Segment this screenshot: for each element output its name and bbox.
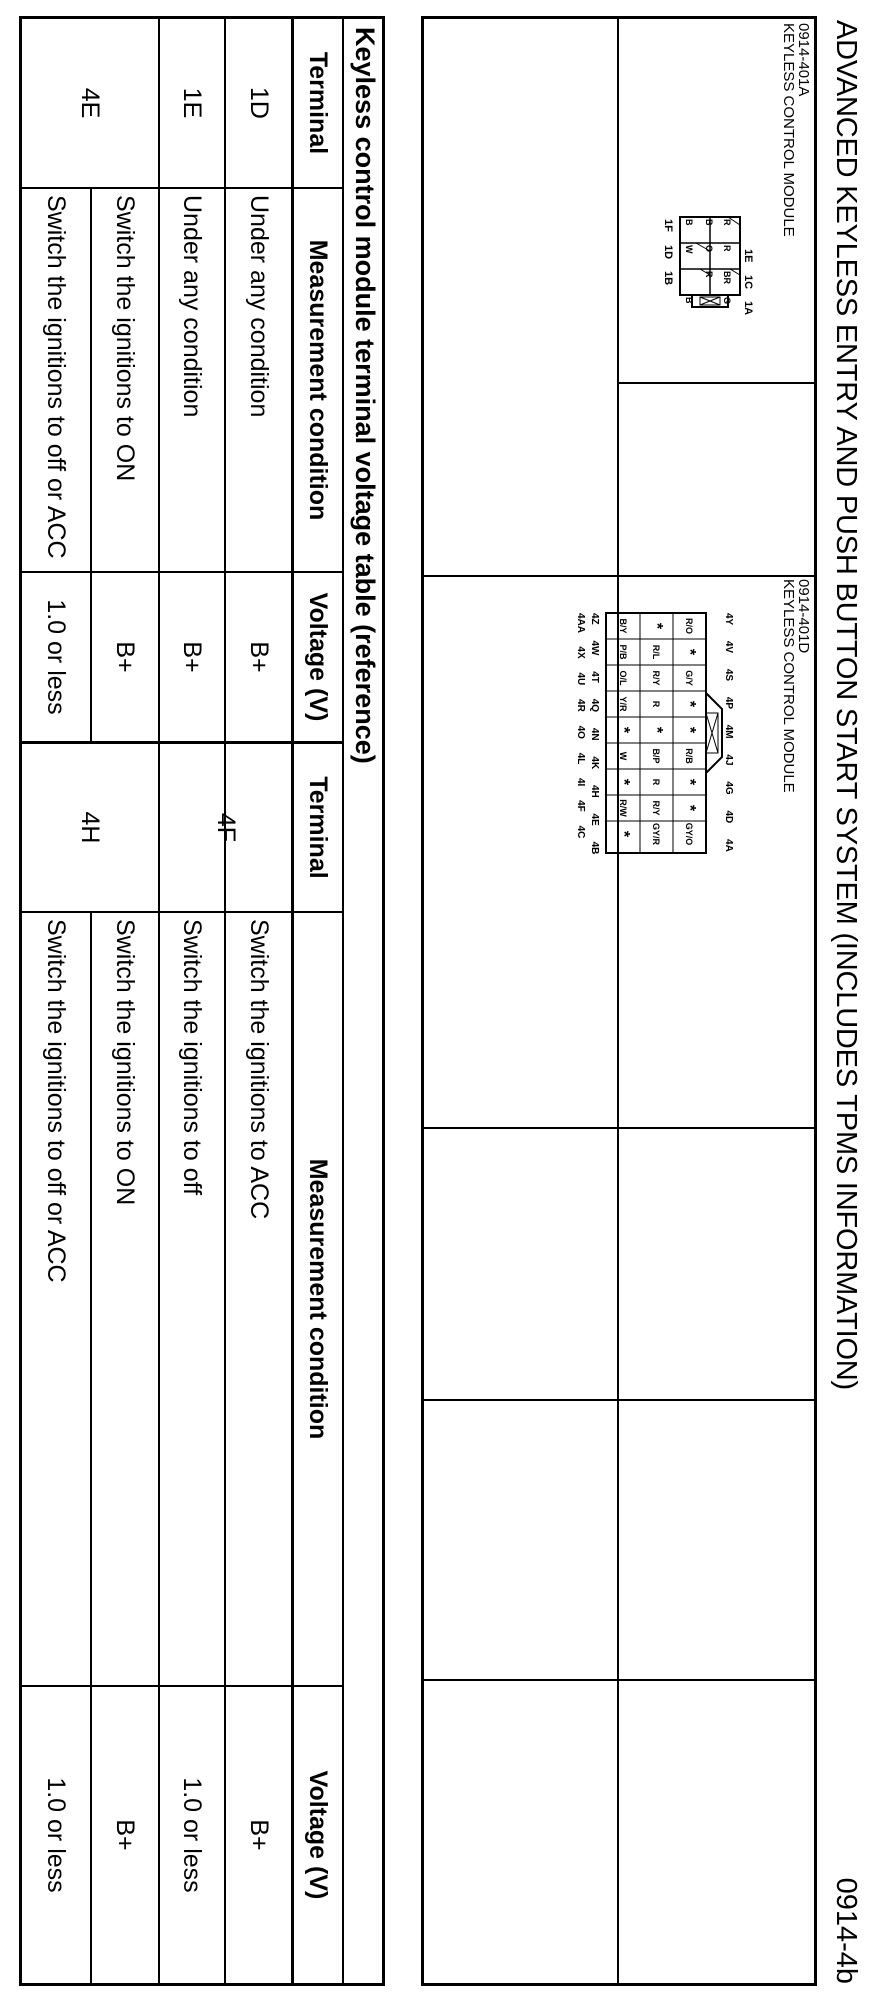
pin-label: 4O xyxy=(575,725,586,739)
connector-wire-code: W xyxy=(618,751,629,761)
connector-wire-code: R/O xyxy=(684,617,695,634)
pin-label: 4U xyxy=(575,672,586,686)
pin-label: 4D xyxy=(723,810,734,824)
pin-label: 4L xyxy=(575,752,586,765)
cell-condition: Switch the ignitions to off xyxy=(178,919,207,1196)
pin-row-bottom2 xyxy=(575,613,586,838)
connector-wire-code: * xyxy=(681,648,699,656)
connector-wire-code: R xyxy=(651,700,662,708)
cell-voltage: 1.0 or less xyxy=(42,1777,71,1893)
pin-row-bottom xyxy=(589,613,600,854)
connector-grid xyxy=(421,16,817,1986)
connector-code: 0914-401D xyxy=(795,579,812,654)
cell-condition: Switch the ignitions to ON xyxy=(111,195,140,482)
connector-wire-code: B xyxy=(684,219,694,226)
grid-divider xyxy=(424,575,814,577)
cell-voltage: B+ xyxy=(245,1819,273,1851)
page-title: ADVANCED KEYLESS ENTRY AND PUSH BUTTON START SYSTEM (INCLUDES TPMS INFORMATION) xyxy=(830,20,862,1390)
pin-1B: 1B xyxy=(662,271,674,286)
connector-wire-code: R xyxy=(704,271,714,278)
connector-name: KEYLESS CONTROL MODULE xyxy=(780,23,797,237)
connector-wire-code: BR xyxy=(722,271,732,284)
cell-voltage: B+ xyxy=(111,641,140,673)
cell-condition: Switch the ignitions to off or ACC xyxy=(42,195,71,559)
header-condition: Measurement condition xyxy=(304,239,333,521)
connector-wire-code: * xyxy=(615,778,633,786)
connector-wire-code: R/L xyxy=(651,644,662,660)
pin-label: 4V xyxy=(723,640,734,654)
cell-voltage: 1.0 or less xyxy=(178,1777,207,1893)
pin-label: 4S xyxy=(723,668,734,682)
pin-label: 4J xyxy=(723,754,734,766)
connector-wire-code: GY/R xyxy=(651,822,662,845)
cell-voltage: B+ xyxy=(178,641,207,673)
pin-label: 4C xyxy=(575,825,586,839)
header-terminal: Terminal xyxy=(304,776,333,879)
connector-code: 0914-401A xyxy=(795,23,812,97)
connector-wire-code: R/B xyxy=(684,748,695,764)
pin-label: 4I xyxy=(575,778,586,787)
pin-label: 4N xyxy=(589,727,600,741)
cell-terminal: 4E xyxy=(76,87,105,119)
pin-label: 4F xyxy=(575,800,586,812)
cell-terminal: 4F xyxy=(212,812,240,843)
cell-voltage: B+ xyxy=(111,1819,140,1851)
connector-wire-code: G/Y xyxy=(684,670,695,686)
cell-condition: Under any condition xyxy=(178,195,207,418)
grid-divider xyxy=(424,1679,814,1681)
connector-wire-code: R xyxy=(722,245,732,252)
connector-wire-code: GY/O xyxy=(684,822,695,846)
voltage-table xyxy=(19,16,385,1986)
connector-wire-code: B xyxy=(704,219,714,226)
cell-condition: Under any condition xyxy=(245,195,273,418)
pin-label: 4Y xyxy=(723,613,734,626)
pin-label: 4AA xyxy=(575,613,586,633)
header-terminal: Terminal xyxy=(304,51,333,155)
cell-terminal: 1D xyxy=(245,87,273,119)
grid-divider xyxy=(424,1399,814,1401)
pin-label: 4B xyxy=(589,841,600,855)
cell-terminal: 4H xyxy=(76,811,105,844)
connector-wire-code: * xyxy=(648,726,666,734)
pin-label: 4Q xyxy=(589,698,600,713)
connector-wire-code: W xyxy=(684,245,694,254)
connector-wire-code: Y/R xyxy=(618,696,629,712)
grid-divider xyxy=(619,382,814,384)
table-rule xyxy=(342,19,344,1983)
header-voltage: Voltage (V) xyxy=(304,592,333,722)
cell-terminal: 1E xyxy=(178,87,207,119)
cell-condition: Switch the ignitions to ON xyxy=(111,919,140,1206)
connector-wire-code: R xyxy=(722,219,732,226)
pin-label: 4R xyxy=(575,699,586,712)
pin-label: 4E xyxy=(589,813,600,826)
voltage-table-title: Keyless control module terminal voltage table (reference) xyxy=(350,27,380,764)
pin-label: 4A xyxy=(723,839,734,852)
connector-wire-code: R/Y xyxy=(651,670,662,686)
connector-wire-code: O xyxy=(704,245,714,253)
header-condition: Measurement condition xyxy=(304,1158,333,1440)
pin-row-top xyxy=(723,613,734,852)
connector-wire-code: B xyxy=(684,297,694,304)
connector-wire-code: R xyxy=(651,778,662,786)
pin-label: 4X xyxy=(575,646,586,659)
pin-label: 4W xyxy=(589,640,600,656)
connector-name: KEYLESS CONTROL MODULE xyxy=(780,579,797,793)
pin-label: 4K xyxy=(589,756,600,770)
connector-wire-code: B/P xyxy=(651,748,662,764)
cell-condition: Switch the ignitions to off or ACC xyxy=(42,919,71,1283)
connector-wire-code: * xyxy=(648,622,666,630)
connector-wire-code: * xyxy=(681,804,699,812)
pin-1D: 1D xyxy=(662,245,674,260)
connector-wire-code: G xyxy=(722,297,732,305)
pin-label: 4P xyxy=(723,696,734,709)
connector-wire-code: R/W xyxy=(618,799,629,817)
pin-label: 4T xyxy=(589,671,600,683)
pin-label: 4G xyxy=(723,781,734,795)
cell-condition: Switch the ignitions to ACC xyxy=(245,919,273,1220)
connector-wire-code: * xyxy=(615,726,633,734)
page-number: 0914-4b xyxy=(830,1877,862,1984)
connector-wire-code: O/L xyxy=(618,670,629,686)
connector-wire-code: * xyxy=(615,830,633,838)
grid-divider xyxy=(424,1127,814,1129)
grid-divider xyxy=(617,19,619,1983)
pin-label: 4M xyxy=(723,724,734,739)
pin-1A: 1A xyxy=(742,301,754,316)
cell-voltage: 1.0 or less xyxy=(42,599,71,715)
cell-voltage: B+ xyxy=(245,641,273,673)
connector-wire-code: P/B xyxy=(618,644,629,660)
pin-1E: 1E xyxy=(742,249,754,263)
connector-wire-code: * xyxy=(681,700,699,708)
pin-label: 4Z xyxy=(589,613,600,625)
connector-wire-code: * xyxy=(681,726,699,734)
pin-1C: 1C xyxy=(742,275,754,290)
connector-wire-code: R/Y xyxy=(651,800,662,816)
connector-wire-code: * xyxy=(681,778,699,786)
header-voltage: Voltage (V) xyxy=(304,1770,333,1900)
connector-wire-code: B/Y xyxy=(618,618,629,634)
pin-1F: 1F xyxy=(662,219,674,232)
pin-label: 4H xyxy=(589,784,600,798)
